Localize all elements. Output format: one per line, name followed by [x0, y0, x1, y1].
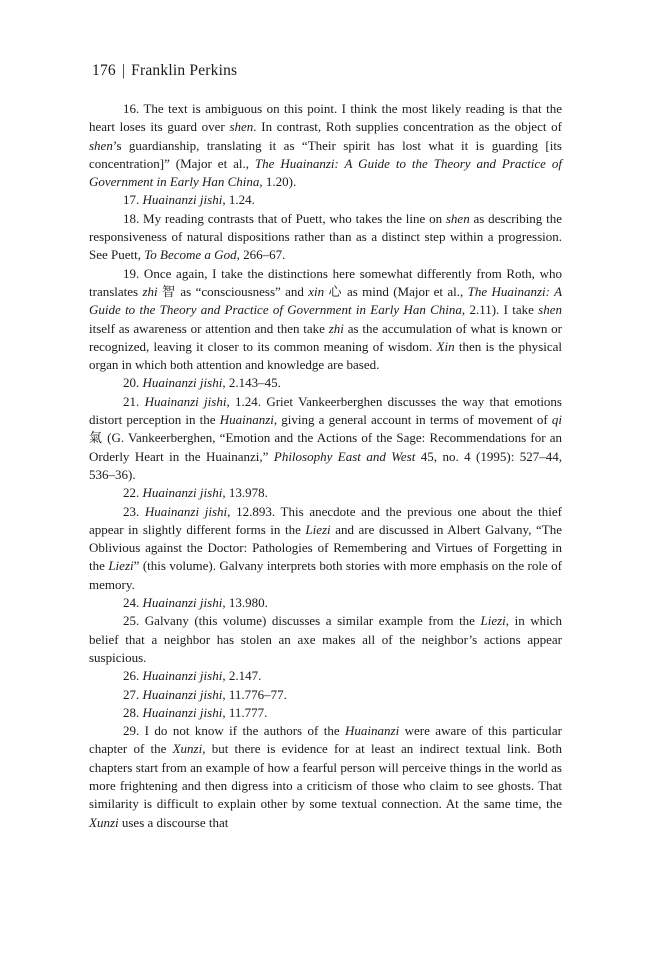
note-text: and are discussed in Albert Galvany, “The Oblivious against the Doctor: Pathologies of Remembering and Virtues of Forgetting in the — [89, 521, 562, 574]
page-number: 176 — [92, 62, 116, 79]
note-text: , 1.24. Griet Vankeerberghen discusses the way that emotions distort perception in the — [89, 393, 562, 428]
note-text: , 13.980. — [222, 595, 268, 611]
note-text: 29. I do not know if the authors of the — [123, 723, 346, 739]
italic-text: The Huainanzi: A Guide to the Theory and Practice of Government in Early Han China — [89, 283, 563, 318]
endnote — [89, 374, 562, 392]
running-head — [92, 62, 237, 80]
note-text: , 12.893. This anecdote and the previous one about the thief appear in slightly different forms in the — [89, 503, 562, 537]
italic-text: Huainanzi jishi — [142, 704, 223, 720]
note-text: , 266–67. — [236, 247, 286, 263]
note-text: 25. Galvany (this volume) discusses a similar example from the — [123, 613, 481, 629]
endnote — [89, 100, 562, 191]
note-text: , 2.143–45. — [222, 375, 281, 391]
italic-text: qi — [551, 412, 562, 428]
note-text: 23. — [123, 503, 145, 519]
note-text: 19. Once again, I take the distinctions here somewhat differently from Roth, who translates — [89, 265, 562, 299]
endnote — [89, 210, 562, 265]
italic-text: Huainanzi jishi — [142, 375, 223, 391]
italic-text: Philosophy East and West — [273, 448, 416, 464]
endnote — [89, 667, 562, 685]
note-text: 智 as “consciousness” and — [157, 283, 309, 299]
italic-text: zhi — [328, 320, 344, 336]
note-text: itself as awareness or attention and then take — [89, 320, 329, 336]
note-text: 22. — [123, 485, 143, 501]
note-text: , 1.20). — [259, 174, 297, 190]
note-text: , in which belief that a neighbor has stolen an axe makes all of the neighbor’s actions appear suspicious. — [89, 613, 562, 665]
italic-text: Huainanzi jishi — [142, 668, 223, 684]
italic-text: Huainanzi — [219, 412, 274, 428]
italic-text: Huainanzi jishi — [144, 393, 227, 409]
note-text: 16. The text is ambiguous on this point. I think the most likely reading is that the heart loses its guard over — [89, 101, 562, 135]
note-text: , 2.147. — [222, 668, 262, 684]
note-text: as the accumulation of what is known or recognized, leaving it closer to its common meaning of wisdom. — [89, 320, 562, 354]
note-text: , 1.24. — [222, 192, 255, 208]
note-text: 20. — [123, 375, 143, 391]
endnote — [89, 191, 562, 209]
note-text: , but there is evidence for at least an indirect textual link. Both chapters start from an example of how a fearful person will perceive things in the world as more frightening and then digress into a criticism of those who claim to see ghosts. That similarity is difficult to explain other by some textual connection. At the same time, the — [89, 741, 562, 812]
endnote — [89, 503, 562, 594]
endnote — [89, 393, 562, 484]
italic-text: Huainanzi jishi — [142, 595, 223, 611]
italic-text: shen — [89, 137, 113, 153]
note-text: , 13.978. — [222, 485, 268, 501]
note-text: 24. — [123, 595, 143, 611]
italic-text: Liezi — [108, 558, 134, 574]
note-text: 26. — [123, 668, 143, 684]
header-separator: | — [121, 62, 126, 79]
note-text: 心 as mind (Major et al., — [324, 283, 468, 299]
italic-text: Liezi — [305, 521, 331, 537]
note-text: ’s guardianship, translating it as “Their spirit has lost what it is guarding [its concentration]” (Major et al., — [89, 137, 562, 171]
endnote — [89, 265, 562, 375]
note-text: 氣 (G. Vankeerberghen, “Emotion and the Actions of the Sage: Recommendations for an Orderly Heart in the Huainanzi,” — [89, 430, 562, 464]
italic-text: The Huainanzi: A Guide to the Theory and Practice of Government in Early Han China — [89, 155, 562, 190]
note-text: as describing the responsiveness of natural dispositions rather than as a distinct step within a progression. See Puett, — [89, 210, 562, 263]
italic-text: Xunzi — [172, 741, 203, 757]
italic-text: Huainanzi jishi — [142, 192, 223, 208]
endnote — [89, 484, 562, 502]
author-name: Franklin Perkins — [131, 62, 238, 79]
note-text: 17. — [123, 192, 143, 208]
endnote — [89, 686, 562, 704]
note-text: . In contrast, Roth supplies concentration as the object of — [253, 119, 562, 135]
italic-text: To Become a God — [144, 247, 237, 263]
italic-text: Xin — [436, 338, 455, 354]
italic-text: xin — [308, 283, 325, 299]
italic-text: shen — [229, 119, 254, 135]
note-text: 45, no. 4 (1995): 527–44, 536–36). — [89, 448, 562, 482]
note-text: , giving a general account in terms of movement of — [273, 412, 552, 428]
endnote — [89, 704, 562, 722]
italic-text: Huainanzi jishi — [144, 503, 228, 519]
italic-text: Huainanzi jishi — [142, 686, 223, 702]
note-text: 21. — [123, 393, 145, 409]
italic-text: Xunzi — [89, 814, 119, 830]
note-text: were aware of this particular chapter of the — [89, 723, 562, 757]
note-text: , 11.777. — [222, 704, 268, 720]
note-text: 27. — [123, 686, 143, 702]
endnote — [89, 594, 562, 612]
note-text: , 2.11). I take — [461, 302, 539, 318]
note-text: 28. — [123, 704, 143, 720]
note-text: 18. My reading contrasts that of Puett, who takes the line on — [123, 210, 446, 226]
note-text: uses a discourse that — [118, 814, 229, 830]
endnotes — [89, 100, 562, 832]
italic-text: zhi — [142, 283, 158, 299]
note-text: then is the physical organ in which both attention and knowledge are based. — [89, 338, 563, 373]
note-text: ” (this volume). Galvany interprets both stories with more emphasis on the role of memory. — [89, 558, 562, 592]
endnote — [89, 612, 562, 667]
italic-text: Huainanzi jishi — [142, 485, 223, 501]
endnote — [89, 722, 562, 832]
italic-text: shen — [538, 302, 563, 318]
italic-text: Huainanzi — [345, 723, 400, 739]
italic-text: Liezi — [480, 613, 506, 629]
italic-text: shen — [445, 210, 470, 226]
note-text: , 11.776–77. — [222, 686, 287, 702]
